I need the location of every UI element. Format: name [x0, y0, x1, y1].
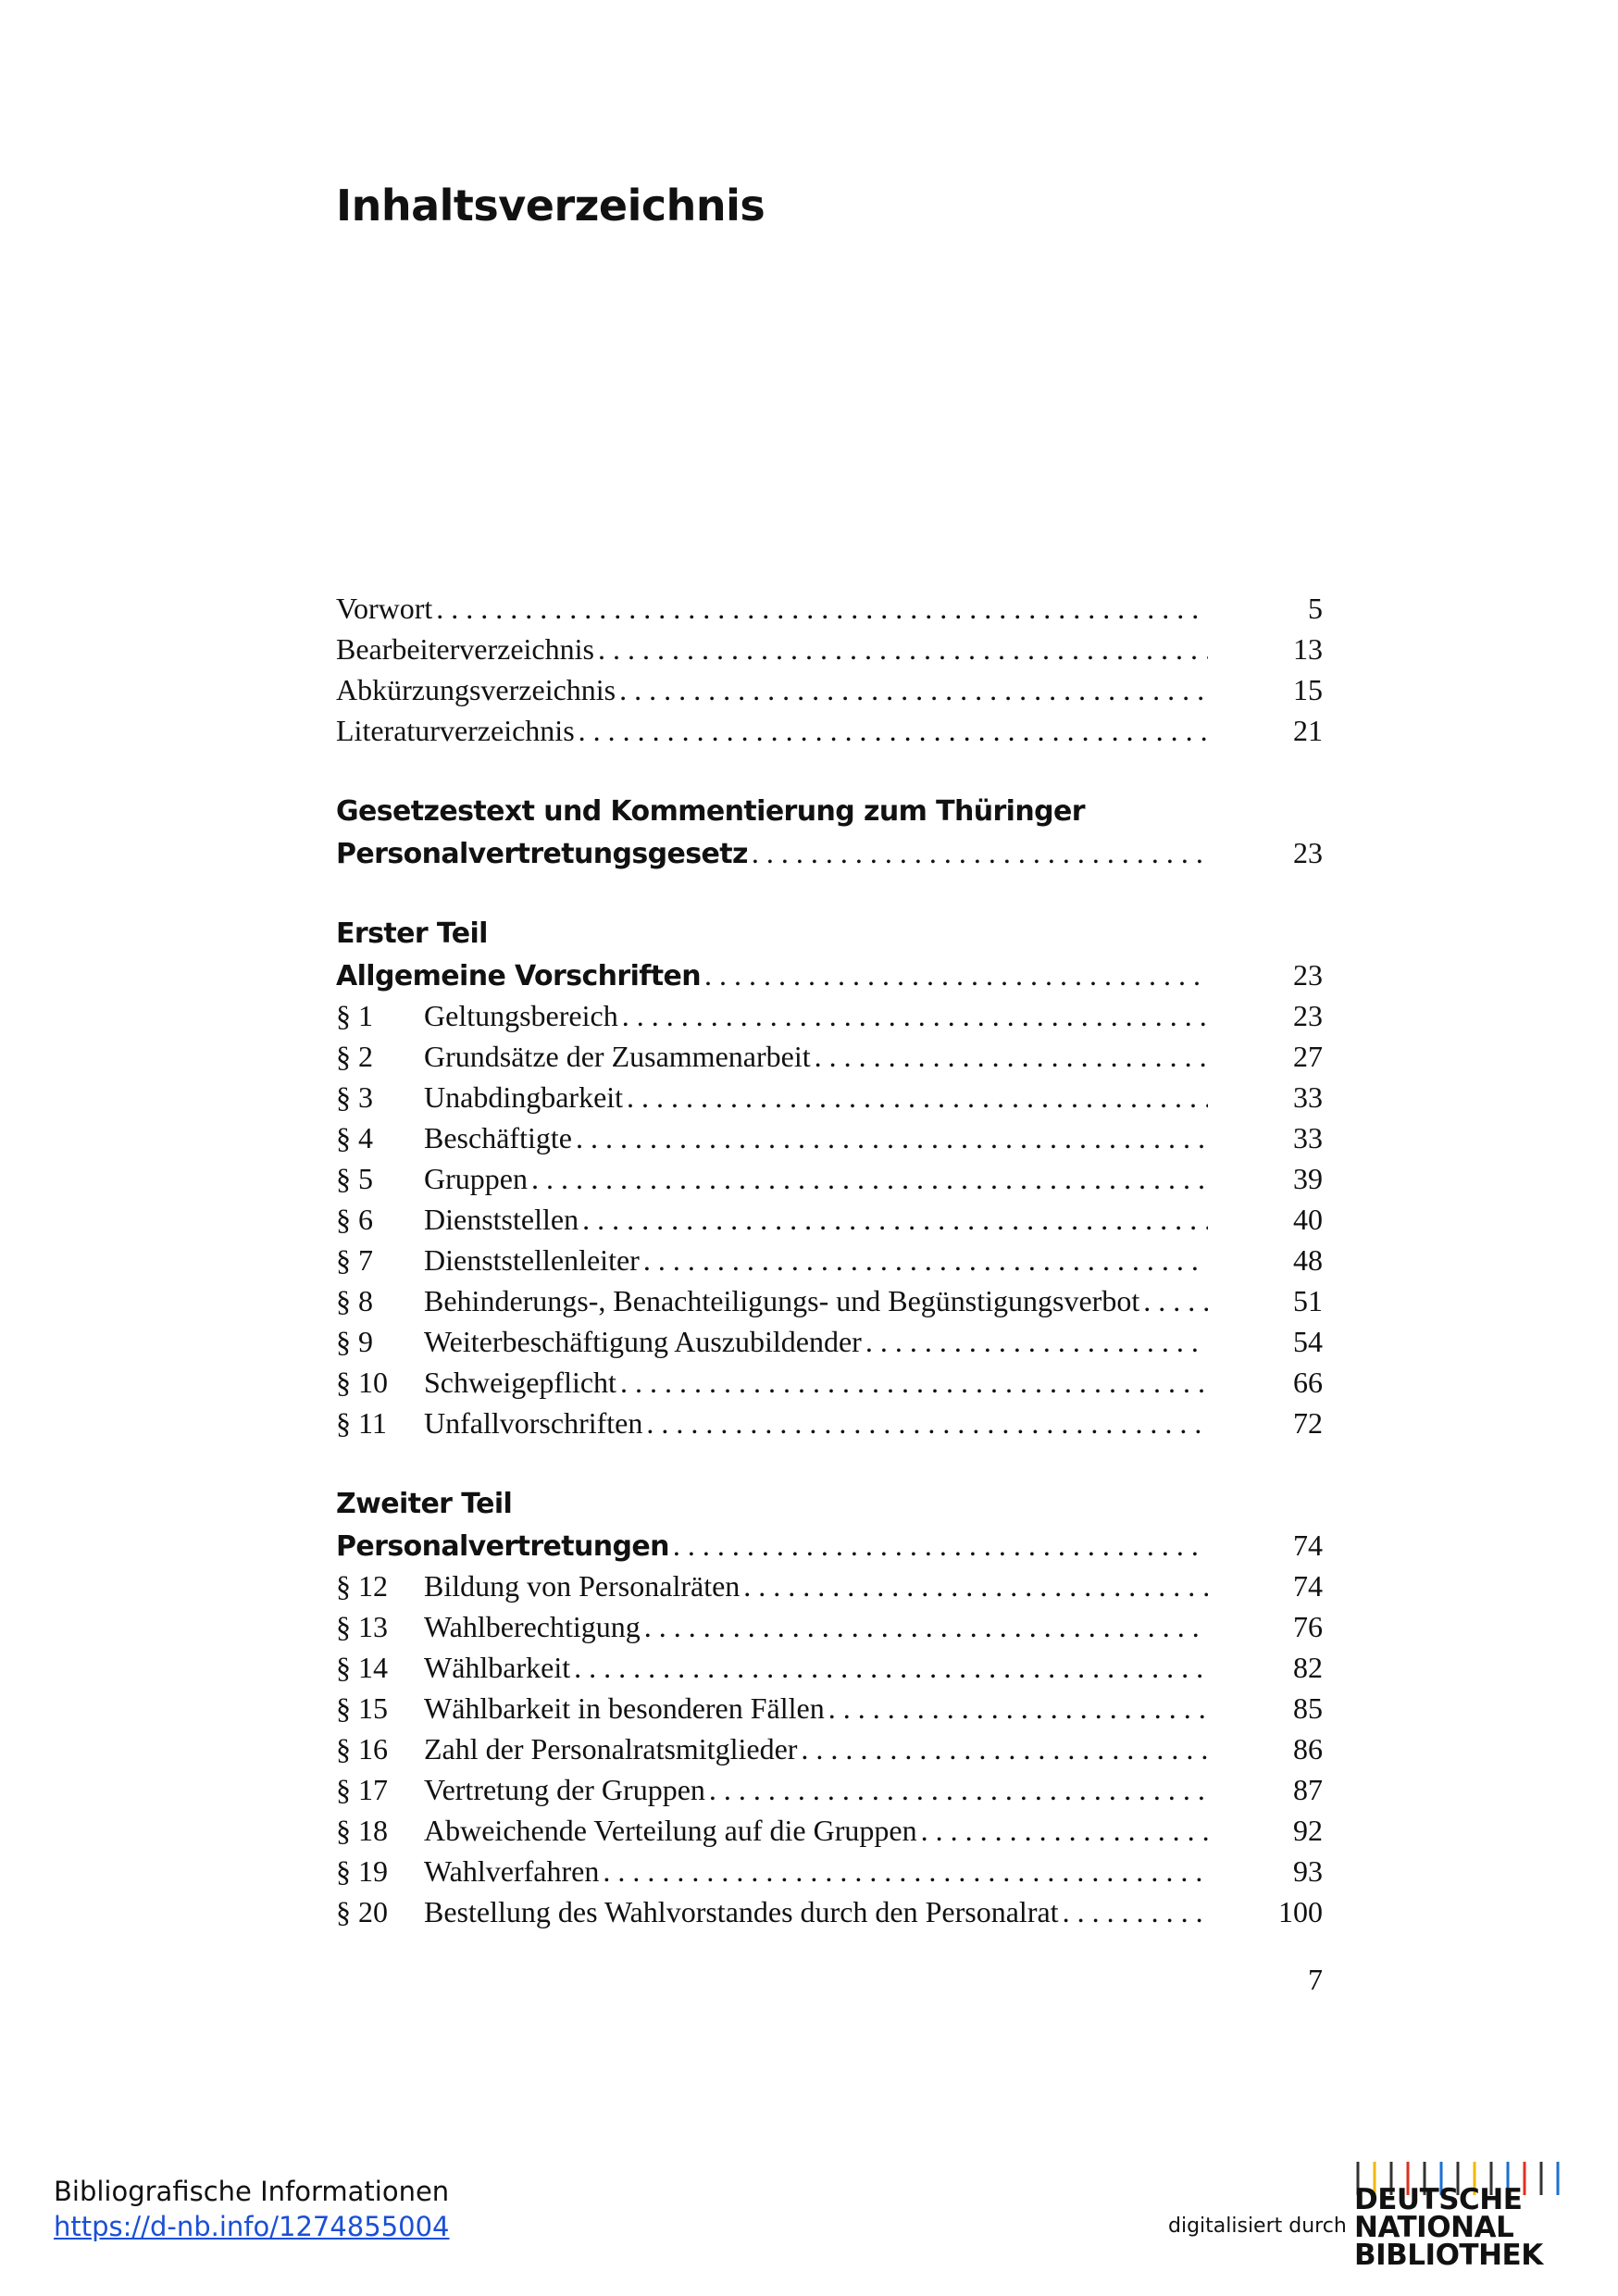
dnb-logo-line1: DEUTSCHE [1354, 2183, 1523, 2216]
part2-title: Personalvertretungen [336, 1530, 669, 1563]
section-number: § 1 [336, 999, 373, 1032]
part2-section-list [336, 1566, 1323, 1932]
toc-entry-page: 74 [1293, 1529, 1323, 1562]
toc-entry-abkuerzungsverzeichnis[interactable] [336, 669, 1323, 710]
section-number: § 13 [336, 1610, 388, 1643]
page-number: 7 [1308, 1963, 1323, 1996]
leader-dots [921, 1810, 1208, 1851]
toc-section-entry[interactable] [336, 1036, 1323, 1077]
section-number: § 11 [336, 1406, 387, 1440]
section-number: § 19 [336, 1854, 388, 1888]
toc-entry-label: Abkürzungsverzeichnis [336, 673, 616, 706]
leader-dots [436, 588, 1208, 629]
section-page: 85 [1293, 1691, 1323, 1725]
leader-dots [1143, 1280, 1208, 1321]
section-page: 27 [1293, 1040, 1323, 1073]
toc-entry-page: 21 [1293, 714, 1323, 747]
section-label: Unabdingbarkeit [424, 1080, 624, 1114]
section-label: Beschäftigte [424, 1121, 572, 1154]
toc-section-entry[interactable] [336, 1240, 1323, 1280]
section-number: § 20 [336, 1895, 388, 1928]
toc-section-entry[interactable] [336, 1362, 1323, 1403]
toc-entry-vorwort[interactable] [336, 588, 1323, 629]
dnb-logo-line2: NATIONAL [1354, 2211, 1514, 2244]
section-number: § 7 [336, 1243, 373, 1277]
section-page: 72 [1293, 1406, 1323, 1440]
toc-section-entry[interactable] [336, 1769, 1323, 1810]
toc-section-entry[interactable] [336, 1728, 1323, 1769]
leader-dots [582, 1199, 1208, 1240]
leader-dots [574, 1647, 1208, 1688]
section-label: Dienststellenleiter [424, 1243, 640, 1277]
leader-dots [531, 1158, 1208, 1199]
table-of-contents [336, 588, 1323, 1932]
toc-entry-page: 5 [1308, 592, 1323, 625]
section-page: 76 [1293, 1610, 1323, 1643]
section-label: Gruppen [424, 1162, 528, 1195]
section-page: 87 [1293, 1773, 1323, 1806]
toc-entry-part1[interactable] [336, 955, 1323, 995]
toc-section-entry[interactable] [336, 1199, 1323, 1240]
leader-dots [603, 1851, 1208, 1891]
main-heading-line1: Gesetzestext und Kommentierung zum Thüringer [336, 795, 1085, 828]
section-number: § 3 [336, 1080, 373, 1114]
section-page: 33 [1293, 1121, 1323, 1154]
section-number: § 15 [336, 1691, 388, 1725]
bibliographic-info-link[interactable]: https://d-nb.info/1274855004 [54, 2211, 450, 2242]
section-page: 40 [1293, 1203, 1323, 1236]
leader-dots [815, 1036, 1208, 1077]
leader-dots [673, 1525, 1208, 1566]
toc-entry-label: Bearbeiterverzeichnis [336, 632, 594, 666]
toc-entry-main-heading[interactable] [336, 832, 1323, 873]
leader-dots [622, 995, 1208, 1036]
section-label: Wählbarkeit [424, 1651, 571, 1684]
leader-dots [743, 1566, 1208, 1606]
toc-entry-label: Literaturverzeichnis [336, 714, 575, 747]
toc-section-entry[interactable] [336, 1606, 1323, 1647]
section-number: § 8 [336, 1284, 373, 1317]
section-number: § 10 [336, 1366, 388, 1399]
section-page: 33 [1293, 1080, 1323, 1114]
leader-dots [709, 1769, 1208, 1810]
section-page: 93 [1293, 1854, 1323, 1888]
leader-dots [598, 629, 1208, 669]
section-page: 92 [1293, 1814, 1323, 1847]
dnb-logo-line3: BIBLIOTHEK [1354, 2239, 1543, 2272]
toc-section-entry[interactable] [336, 1810, 1323, 1851]
toc-section-entry[interactable] [336, 1851, 1323, 1891]
leader-dots [620, 1362, 1208, 1403]
section-number: § 2 [336, 1040, 373, 1073]
leader-dots [646, 1403, 1208, 1443]
toc-entry-page: 13 [1293, 632, 1323, 666]
leader-dots [643, 1240, 1208, 1280]
section-label: Schweigepflicht [424, 1366, 616, 1399]
leader-dots [801, 1728, 1208, 1769]
bibliographic-info-label: Bibliografische Informationen [54, 2176, 450, 2207]
toc-entry-page: 15 [1293, 673, 1323, 706]
leader-dots [865, 1321, 1208, 1362]
section-page: 39 [1293, 1162, 1323, 1195]
section-page: 86 [1293, 1732, 1323, 1766]
toc-section-entry[interactable] [336, 1280, 1323, 1321]
toc-section-entry[interactable] [336, 1321, 1323, 1362]
toc-section-entry[interactable] [336, 1891, 1323, 1932]
section-page: 66 [1293, 1366, 1323, 1399]
section-label: Geltungsbereich [424, 999, 618, 1032]
leader-dots [579, 710, 1208, 751]
toc-entry-part2[interactable] [336, 1525, 1323, 1566]
part1-title: Allgemeine Vorschriften [336, 960, 701, 992]
section-label: Wahlverfahren [424, 1854, 600, 1888]
section-number: § 12 [336, 1569, 388, 1603]
section-label: Zahl der Personalratsmitglieder [424, 1732, 798, 1766]
toc-section-entry[interactable] [336, 1158, 1323, 1199]
leader-dots [619, 669, 1208, 710]
section-number: § 5 [336, 1162, 373, 1195]
toc-entry-bearbeiterverzeichnis[interactable] [336, 629, 1323, 669]
part2-label: Zweiter Teil [336, 1488, 513, 1520]
toc-section-entry[interactable] [336, 1688, 1323, 1728]
toc-entry-page: 23 [1293, 958, 1323, 992]
section-page: 100 [1278, 1895, 1323, 1928]
section-label: Wählbarkeit in besonderen Fällen [424, 1691, 825, 1725]
toc-entry-label: Vorwort [336, 592, 433, 625]
section-label: Dienststellen [424, 1203, 579, 1236]
leader-dots [576, 1117, 1208, 1158]
leader-dots [704, 955, 1208, 995]
section-label: Grundsätze der Zusammenarbeit [424, 1040, 811, 1073]
section-label: Weiterbeschäftigung Auszubildender [424, 1325, 862, 1358]
bibliographic-info [54, 2174, 450, 2244]
section-number: § 9 [336, 1325, 373, 1358]
main-heading-line2: Personalvertretungsgesetz [336, 838, 748, 870]
section-number: § 17 [336, 1773, 388, 1806]
section-page: 48 [1293, 1243, 1323, 1277]
section-page: 23 [1293, 999, 1323, 1032]
section-label: Abweichende Verteilung auf die Gruppen [424, 1814, 917, 1847]
toc-section-entry[interactable] [336, 995, 1323, 1036]
toc-entry-literaturverzeichnis[interactable] [336, 710, 1323, 751]
dnb-logo [1354, 2162, 1567, 2273]
section-label: Vertretung der Gruppen [424, 1773, 705, 1806]
dnb-logo-text [1354, 2183, 1543, 2272]
toc-section-entry[interactable] [336, 1566, 1323, 1606]
toc-section-entry[interactable] [336, 1117, 1323, 1158]
section-page: 82 [1293, 1651, 1323, 1684]
section-number: § 14 [336, 1651, 388, 1684]
leader-dots [627, 1077, 1208, 1117]
digitized-by-label: digitalisiert durch [1168, 2215, 1347, 2238]
section-page: 54 [1293, 1325, 1323, 1358]
toc-entry-page: 23 [1293, 836, 1323, 869]
section-label: Bildung von Personalräten [424, 1569, 741, 1603]
part1-label: Erster Teil [336, 917, 488, 950]
toc-section-entry[interactable] [336, 1077, 1323, 1117]
section-label: Behinderungs-, Benachteiligungs- und Begünstigungsverbot [424, 1284, 1140, 1317]
section-page: 74 [1293, 1569, 1323, 1603]
toc-section-entry[interactable] [336, 1403, 1323, 1443]
section-label: Unfallvorschriften [424, 1406, 643, 1440]
section-number: § 18 [336, 1814, 388, 1847]
section-label: Bestellung des Wahlvorstandes durch den Personalrat [424, 1895, 1059, 1928]
section-label: Wahlberechtigung [424, 1610, 641, 1643]
leader-dots [828, 1688, 1208, 1728]
section-number: § 6 [336, 1203, 373, 1236]
leader-dots [752, 832, 1208, 873]
section-page: 51 [1293, 1284, 1323, 1317]
part1-section-list [336, 995, 1323, 1443]
leader-dots [1063, 1891, 1208, 1932]
page-title: Inhaltsverzeichnis [336, 181, 765, 231]
toc-section-entry[interactable] [336, 1647, 1323, 1688]
section-number: § 4 [336, 1121, 373, 1154]
leader-dots [644, 1606, 1208, 1647]
section-number: § 16 [336, 1732, 388, 1766]
